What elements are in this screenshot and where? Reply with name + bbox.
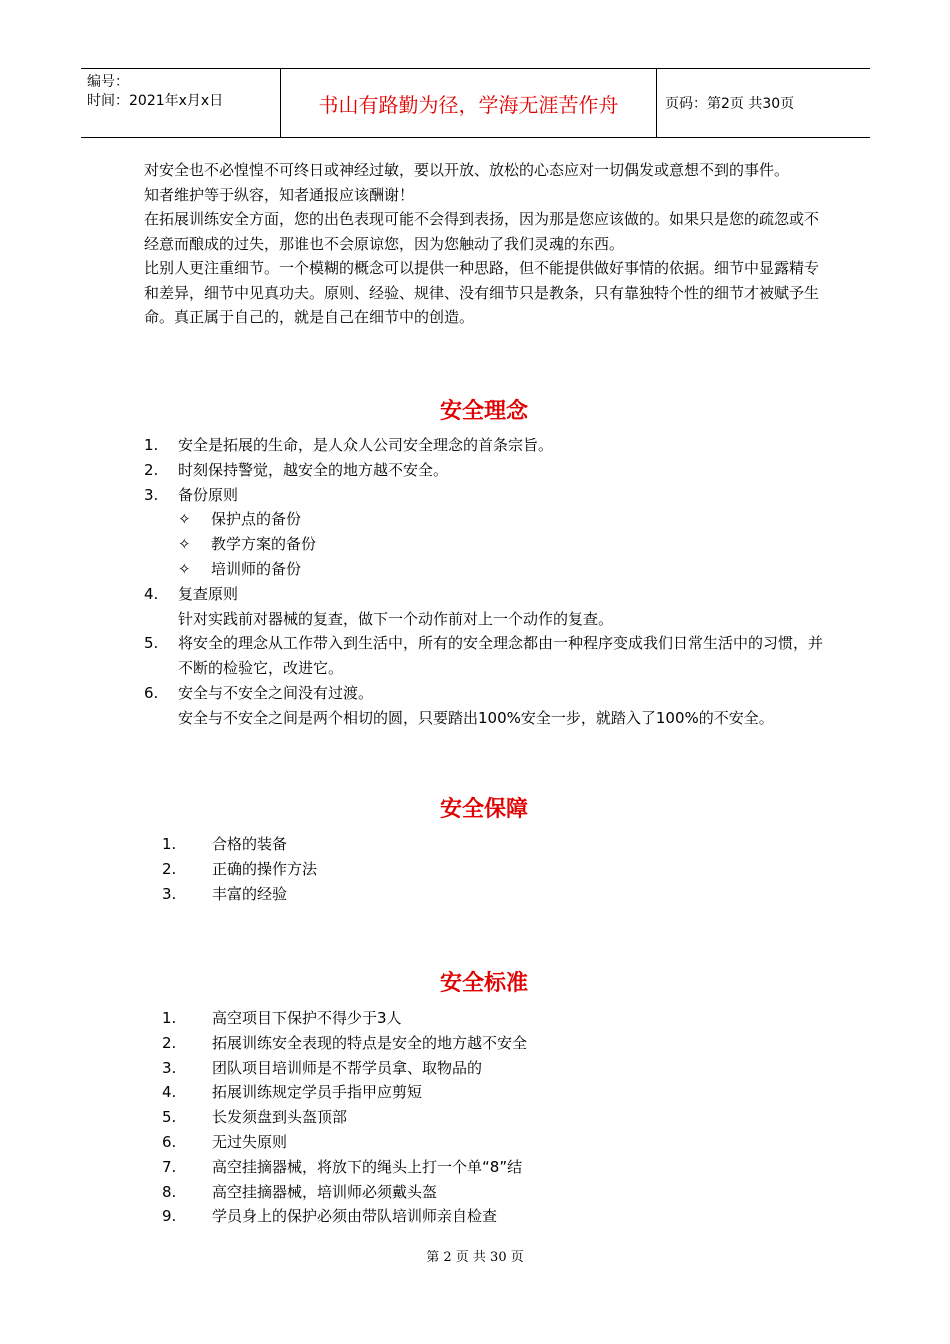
item-number: 4. (162, 1083, 177, 1102)
list-item (144, 1155, 834, 1180)
item-text: 高空挂摘器械，培训师必须戴头盔 (212, 1182, 438, 1201)
list-item (144, 1006, 834, 1031)
list-item (144, 1130, 834, 1155)
item-text: 将安全的理念从工作带入到生活中，所有的安全理念都由一种程序变成我们日常生活中的习惯，并不断的检验它，改进它。 (178, 634, 824, 678)
list-item (144, 483, 834, 582)
item-extra-text: 针对实践前对器械的复查，做下一个动作前对上一个动作的复查。 (178, 609, 614, 628)
item-number: 5. (162, 1108, 177, 1127)
item-text: 团队项目培训师是不帮学员拿、取物品的 (212, 1058, 483, 1077)
sub-item-text: 保护点的备份 (211, 510, 302, 529)
item-text: 拓展训练安全表现的特点是安全的地方越不安全 (212, 1033, 528, 1052)
item-extra-text: 安全与不安全之间是两个相切的圆，只要踏出100%安全一步，就踏入了100%的不安全。 (178, 708, 774, 727)
item-number: 2. (162, 859, 177, 878)
item-number: 1. (144, 436, 159, 454)
safety-standard-list (144, 1006, 834, 1229)
diamond-bullet-icon: ✧ (178, 535, 191, 554)
item-number: 3. (144, 485, 159, 504)
item-text: 高空挂摘器械，将放下的绳头上打一个单“8”结 (212, 1157, 523, 1176)
item-number: 6. (144, 683, 159, 702)
item-number: 9. (162, 1207, 177, 1226)
intro-paragraph: 比别人更注重细节。一个模糊的概念可以提供一种思路，但不能提供做好事情的依据。细节中显露精专和差异，细节中见真功夫。原则、经验、规律、没有细节只是教条，只有靠独特个性的细节才被赋予生命。真正属于自己的，就是自己在细节中的创造。 (144, 259, 820, 326)
list-item (144, 681, 834, 731)
item-number: 4. (144, 584, 159, 603)
safety-concept-list (144, 433, 834, 731)
item-text: 无过失原则 (212, 1132, 288, 1151)
diamond-bullet-icon: ✧ (178, 559, 191, 578)
page-footer: 第 2 页 共 30 页 (426, 1250, 524, 1265)
list-item (144, 1031, 834, 1056)
intro-section (144, 158, 824, 330)
sub-item-text: 教学方案的备份 (211, 535, 317, 554)
list-item (144, 433, 834, 458)
item-text: 时刻保持警觉，越安全的地方越不安全。 (178, 460, 449, 479)
item-number: 2. (144, 460, 159, 479)
page-header (81, 68, 870, 138)
item-text: 安全是拓展的生命，是人众人公司安全理念的首条宗旨。 (178, 436, 554, 454)
diamond-bullet-icon: ✧ (178, 510, 191, 529)
item-text: 高空项目下保护不得少于3人 (212, 1009, 402, 1027)
list-item (144, 582, 834, 632)
list-item (144, 882, 834, 907)
item-text: 学员身上的保护必须由带队培训师亲自检查 (212, 1207, 498, 1226)
list-item (144, 857, 834, 882)
item-number: 1. (162, 835, 177, 853)
item-text: 复查原则 (178, 584, 239, 603)
list-item (144, 1080, 834, 1105)
header-page-info: 页码：第2页 共30页 (665, 96, 795, 112)
list-item (144, 631, 834, 681)
list-item (144, 1105, 834, 1130)
item-text: 备份原则 (178, 485, 239, 504)
section-title-safety-guarantee: 安全保障 (439, 797, 528, 822)
item-text: 正确的操作方法 (212, 859, 318, 878)
item-text: 长发须盘到头盔顶部 (212, 1108, 348, 1127)
safety-guarantee-list (144, 832, 834, 906)
time-label: 时间：2021年x月x日 (87, 93, 224, 109)
item-number: 8. (162, 1182, 177, 1201)
list-item (144, 1180, 834, 1205)
list-item (144, 458, 834, 483)
item-number: 2. (162, 1033, 177, 1052)
item-number: 7. (162, 1157, 177, 1176)
list-item (144, 1056, 834, 1081)
header-meta (81, 69, 281, 137)
item-number: 3. (162, 884, 177, 903)
sub-item-text: 培训师的备份 (211, 559, 302, 578)
document-body (144, 158, 824, 1226)
item-text: 拓展训练规定学员手指甲应剪短 (212, 1083, 423, 1102)
intro-paragraph: 在拓展训练安全方面，您的出色表现可能不会得到表扬，因为那是您应该做的。如果只是您的疏忽或不经意而酿成的过失，那谁也不会原谅您，因为您触动了我们灵魂的东西。 (144, 210, 820, 253)
item-number: 6. (162, 1132, 177, 1151)
list-item (144, 832, 834, 857)
section-title-safety-standard: 安全标准 (439, 971, 528, 996)
item-number: 3. (162, 1058, 177, 1077)
item-number: 5. (144, 634, 159, 653)
intro-paragraph: 对安全也不必惶惶不可终日或神经过敏，要以开放、放松的心态应对一切偶发或意想不到的事件。 (144, 161, 790, 179)
item-text: 丰富的经验 (212, 884, 288, 903)
number-label: 编号： (87, 74, 129, 90)
item-text: 安全与不安全之间没有过渡。 (178, 683, 374, 702)
list-item (144, 1204, 834, 1229)
sub-item (144, 557, 834, 582)
item-text: 合格的装备 (212, 835, 288, 853)
sub-item (144, 532, 834, 557)
intro-paragraph: 知者维护等于纵容，知者通报应该酬谢！ (144, 185, 415, 204)
header-motto: 书山有路勤为径，学海无涯苦作舟 (281, 69, 657, 137)
section-title-safety-concept: 安全理念 (439, 399, 528, 424)
item-number: 1. (162, 1009, 177, 1027)
sub-item (144, 507, 834, 532)
